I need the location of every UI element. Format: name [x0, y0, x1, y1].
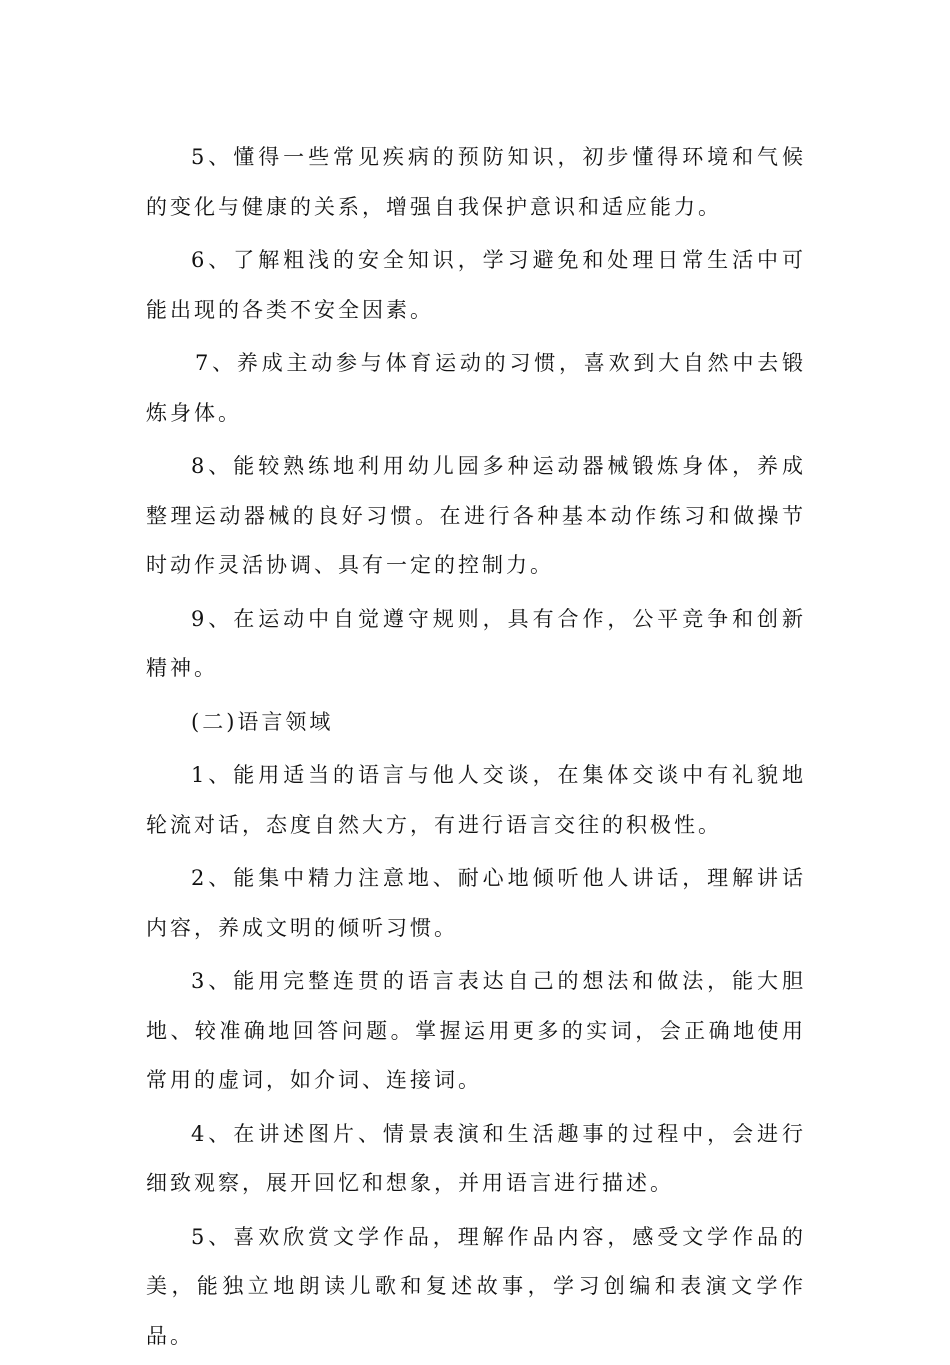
paragraph-health-9: 9、在运动中自觉遵守规则，具有合作，公平竞争和创新精神。 — [146, 606, 806, 680]
paragraph-health-8: 8、能较熟练地利用幼儿园多种运动器械锻炼身体，养成整理运动器械的良好习惯。在进行各种基本动作练习和做操节时动作灵活协调、具有一定的控制力。 — [146, 454, 806, 577]
paragraph-language-1: 1、能用适当的语言与他人交谈，在集体交谈中有礼貌地轮流对话，态度自然大方，有进行语言交往的积极性。 — [146, 763, 806, 837]
paragraph-language-4: 4、在讲述图片、情景表演和生活趣事的过程中，会进行细致观察，展开回忆和想象，并用语言进行描述。 — [146, 1121, 806, 1195]
paragraph-health-6: 6、了解粗浅的安全知识，学习避免和处理日常生活中可能出现的各类不安全因素。 — [146, 248, 806, 322]
section-heading-language: (二)语言领域 — [191, 709, 334, 734]
paragraph-language-5: 5、喜欢欣赏文学作品，理解作品内容，感受文学作品的美，能独立地朗读儿歌和复述故事，学习创编和表演文学作品。 — [146, 1224, 806, 1348]
document-body — [146, 133, 806, 1365]
paragraph-language-2: 2、能集中精力注意地、耐心地倾听他人讲话，理解讲话内容，养成文明的倾听习惯。 — [146, 866, 806, 940]
paragraph-health-5: 5、懂得一些常见疾病的预防知识，初步懂得环境和气候的变化与健康的关系，增强自我保护意识和适应能力。 — [146, 145, 806, 219]
paragraph-language-3: 3、能用完整连贯的语言表达自己的想法和做法，能大胆地、较准确地回答问题。掌握运用更多的实词，会正确地使用常用的虚词，如介词、连接词。 — [146, 969, 806, 1092]
paragraph-health-7: 7、养成主动参与体育运动的习惯，喜欢到大自然中去锻炼身体。 — [146, 351, 806, 425]
